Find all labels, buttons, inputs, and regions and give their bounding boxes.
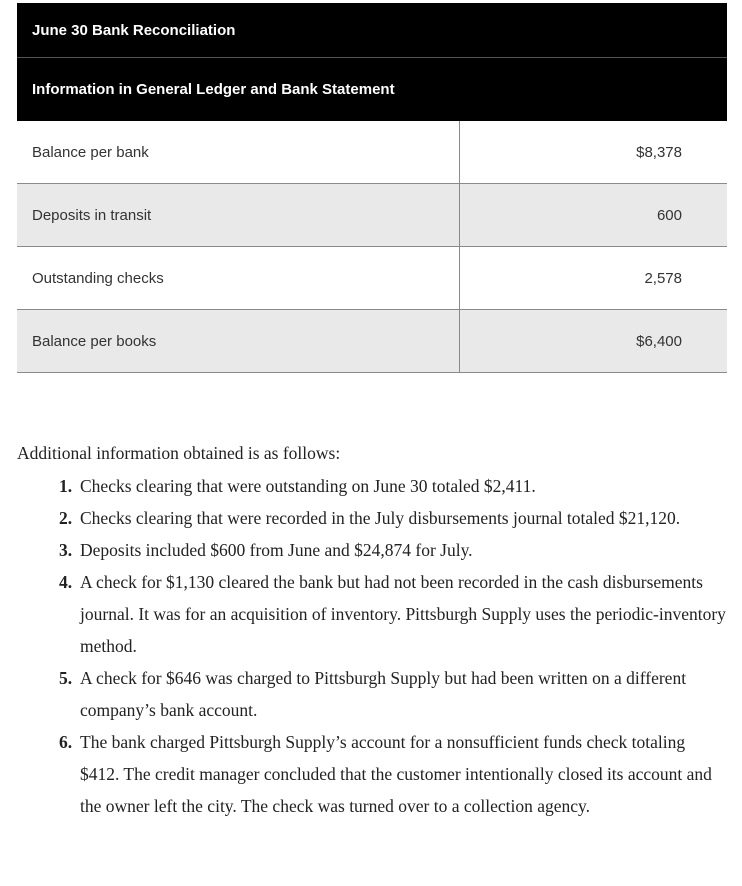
item-text: A check for $646 was charged to Pittsburgh Supply but had been written on a different company’s bank account. — [80, 668, 687, 720]
item-text: Checks clearing that were outstanding on June 30 totaled $2,411. — [80, 476, 536, 496]
list-item — [17, 534, 727, 566]
item-number: 5. — [59, 668, 73, 688]
reconciliation-table — [17, 3, 727, 373]
item-number: 3. — [59, 540, 73, 560]
list-item — [17, 502, 727, 534]
list-item — [17, 470, 727, 502]
row-amount: 600 — [460, 184, 728, 247]
item-text: Checks clearing that were recorded in the July disbursements journal totaled $21,120. — [80, 508, 681, 528]
table-row — [17, 184, 727, 247]
table-row — [17, 310, 727, 373]
row-label: Deposits in transit — [17, 184, 460, 247]
additional-information — [17, 438, 727, 822]
additional-list — [17, 470, 727, 822]
row-amount: 2,578 — [460, 247, 728, 310]
item-text: The bank charged Pittsburgh Supply’s account for a nonsufficient funds check totaling $412. The credit manager concluded that the customer intentionally closed its account and the owner left the city. The check was turned over to a collection agency. — [80, 732, 712, 816]
table-subtitle: Information in General Ledger and Bank Statement — [17, 58, 727, 121]
row-label: Balance per bank — [17, 121, 460, 184]
table-row — [17, 247, 727, 310]
list-item — [17, 726, 727, 822]
row-amount: $8,378 — [460, 121, 728, 184]
item-text: A check for $1,130 cleared the bank but had not been recorded in the cash disbursements journal. It was for an acquisition of inventory. Pittsburgh Supply uses the periodic-inventory method. — [80, 572, 726, 656]
item-number: 2. — [59, 508, 73, 528]
table-body — [17, 121, 727, 373]
row-label: Outstanding checks — [17, 247, 460, 310]
additional-intro: Additional information obtained is as follows: — [17, 443, 341, 463]
item-number: 1. — [59, 476, 73, 496]
row-amount: $6,400 — [460, 310, 728, 373]
row-label: Balance per books — [17, 310, 460, 373]
table-title: June 30 Bank Reconciliation — [17, 3, 727, 58]
list-item — [17, 566, 727, 662]
table-row — [17, 121, 727, 184]
item-text: Deposits included $600 from June and $24,874 for July. — [80, 540, 473, 560]
item-number: 4. — [59, 572, 73, 592]
list-item — [17, 662, 727, 726]
item-number: 6. — [59, 732, 73, 752]
